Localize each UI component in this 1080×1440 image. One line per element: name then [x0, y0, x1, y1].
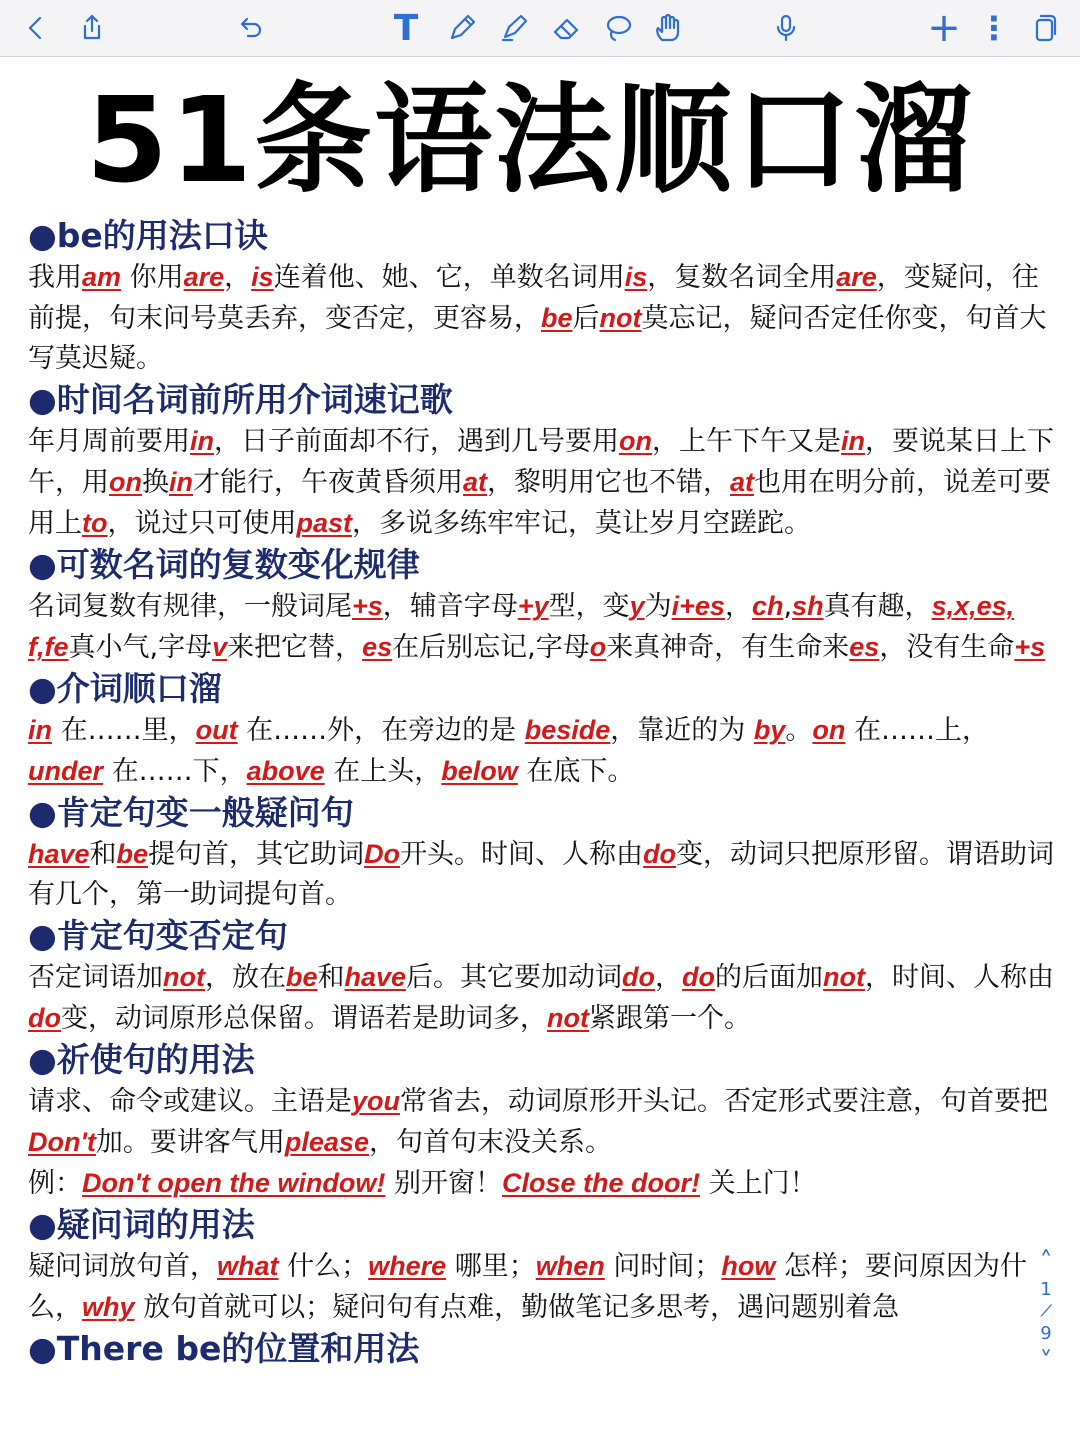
section — [28, 915, 1058, 1039]
body-text: 才能行，午夜黄昏须用 — [193, 467, 463, 498]
bullet-icon: ● — [28, 1040, 57, 1079]
body-text: 。 — [785, 715, 813, 746]
bullet-icon: ● — [28, 1205, 57, 1244]
keyword: es — [849, 632, 880, 662]
document-title: 51条语法顺口溜 — [85, 71, 975, 209]
body-text: 和 — [317, 962, 345, 993]
section-heading — [28, 1328, 1058, 1370]
microphone-icon[interactable] — [764, 6, 808, 50]
keyword: ch — [751, 591, 784, 621]
section-heading — [28, 379, 1058, 421]
text-tool-icon[interactable]: T — [393, 7, 419, 49]
body-text: 后。其它要加动词 — [406, 962, 623, 993]
bullet-icon: ● — [28, 793, 57, 832]
keyword: is — [251, 262, 274, 292]
keyword: at — [730, 467, 755, 497]
body-text: 在底下。 — [517, 756, 635, 787]
keyword: do — [643, 839, 677, 869]
section-example — [28, 1163, 1058, 1204]
hand-tool-icon[interactable] — [646, 6, 690, 50]
keyword: in — [169, 467, 193, 497]
keyword: in — [28, 715, 52, 745]
keyword: y — [629, 591, 645, 621]
body-text: 提句首，其它助词 — [148, 839, 365, 870]
body-text: ，放在 — [204, 962, 286, 993]
section-heading-text: 介词顺口溜 — [56, 669, 222, 708]
body-text: ，日子前面却不行，遇到几号要用 — [214, 426, 619, 457]
keyword: are — [836, 262, 877, 292]
keyword: please — [284, 1127, 369, 1157]
back-chevron-icon[interactable] — [14, 6, 58, 50]
keyword: on — [619, 426, 652, 456]
keyword: have — [28, 839, 90, 869]
section-heading-text: There be的位置和用法 — [56, 1329, 420, 1368]
section — [28, 544, 1058, 668]
add-icon[interactable]: + — [927, 5, 961, 51]
keyword: at — [463, 467, 488, 497]
body-text: 来把它替， — [227, 632, 363, 663]
section — [28, 792, 1058, 915]
keyword: o — [589, 632, 607, 662]
body-text: 放句首就可以；疑问句有点难，勤做笔记多思考，遇问题别着急 — [134, 1292, 900, 1323]
section-heading-text: 祈使句的用法 — [56, 1040, 255, 1079]
keyword: do — [622, 962, 656, 992]
body-text: ，复数名词全用 — [647, 262, 837, 293]
section — [28, 379, 1058, 544]
body-text: 名词复数有规律，一般词尾 — [28, 591, 352, 622]
body-text: ， — [224, 262, 252, 293]
body-text: 来真神奇，有生命来 — [606, 632, 850, 663]
chevron-up-icon[interactable]: ˄ — [1039, 1247, 1053, 1277]
body-text: ， — [724, 591, 752, 622]
body-text: 常省去，动词原形开头记。否定形式要注意，句首要把 — [400, 1086, 1049, 1117]
body-text: 后 — [572, 303, 600, 334]
keyword: you — [352, 1086, 401, 1116]
keyword: below — [441, 756, 518, 786]
section-heading-text: 肯定句变一般疑问句 — [56, 793, 354, 832]
keyword: be — [285, 962, 318, 992]
keyword: Close the door! — [501, 1168, 700, 1198]
body-text: 型，变 — [548, 591, 630, 622]
app-toolbar — [0, 0, 1080, 57]
body-text: 开头。时间、人称由 — [400, 839, 644, 870]
keyword: es — [362, 632, 393, 662]
body-text: 别开窗！ — [385, 1168, 502, 1199]
body-text: 在……上， — [845, 715, 989, 746]
body-text: 什么； — [278, 1251, 369, 1282]
keyword: by — [753, 715, 786, 745]
body-text: 的后面加 — [715, 962, 824, 993]
keyword: beside — [524, 715, 611, 745]
body-text: ，要说某日上下午，用 — [28, 426, 1054, 498]
section-heading-text: 可数名词的复数变化规律 — [56, 545, 420, 584]
bullet-icon: ● — [28, 669, 57, 708]
keyword: in — [841, 426, 865, 456]
body-text: , — [783, 591, 793, 622]
section-heading-text: 疑问词的用法 — [56, 1205, 255, 1244]
keyword: be — [541, 303, 573, 333]
section-body — [28, 710, 1058, 792]
keyword: is — [624, 262, 648, 292]
section-body — [28, 1246, 1058, 1328]
body-text: 你用 — [121, 262, 184, 293]
eraser-tool-icon[interactable] — [544, 6, 588, 50]
body-text: 加。要讲客气用 — [95, 1127, 285, 1158]
section-heading-text: be的用法口诀 — [56, 216, 268, 255]
bullet-icon: ● — [28, 1329, 57, 1368]
body-text: 连着他、她、它，单数名词用 — [273, 262, 625, 293]
keyword: not — [823, 962, 866, 992]
pages-icon[interactable] — [1022, 6, 1066, 50]
body-text: 在……下， — [103, 756, 247, 787]
keyword: out — [195, 715, 238, 745]
body-text: 为 — [644, 591, 672, 622]
body-text: 在……外，在旁边的是 — [237, 715, 525, 746]
body-text: 和 — [89, 839, 117, 870]
bullet-icon: ● — [28, 545, 57, 584]
body-text: ，黎明用它也不错， — [487, 467, 731, 498]
body-text: 我用 — [28, 262, 82, 293]
body-text: 请求、命令或建议。主语是 — [28, 1086, 352, 1117]
lasso-tool-icon[interactable] — [596, 6, 640, 50]
body-text: 例： — [28, 1168, 82, 1199]
body-text: 怎样；要问原因为什么， — [28, 1251, 1027, 1323]
keyword: i+es — [671, 591, 725, 621]
section-body — [28, 957, 1058, 1039]
body-text: 也用在明分前，说差可要用上 — [28, 467, 1052, 539]
section — [28, 1204, 1058, 1328]
body-text: 关上门！ — [699, 1168, 817, 1199]
keyword: what — [217, 1251, 279, 1281]
section-heading — [28, 1039, 1058, 1081]
keyword: not — [163, 962, 205, 992]
body-text: ，靠近的为 — [610, 715, 754, 746]
body-text: 莫忘记，疑问否定任你变，句首大写莫迟疑。 — [28, 303, 1047, 374]
body-text: 在后别忘记,字母 — [392, 632, 590, 663]
undo-icon[interactable] — [228, 6, 272, 50]
keyword: on — [812, 715, 846, 745]
keyword: v — [212, 632, 228, 662]
body-text: ，说过只可使用 — [107, 508, 297, 539]
keyword: above — [246, 756, 325, 786]
body-text: ，变疑问，往前提，句末问号莫丢弃，变否定，更容易， — [28, 262, 1039, 334]
section-heading — [28, 915, 1058, 957]
body-text: ，时间、人称由 — [865, 962, 1055, 993]
keyword: on — [109, 467, 142, 497]
section-heading — [28, 215, 1058, 257]
section-body — [28, 421, 1058, 544]
section-heading-text: 时间名词前所用介词速记歌 — [56, 380, 453, 419]
keyword: do — [682, 962, 716, 992]
more-icon[interactable]: ⋮ — [978, 9, 1010, 47]
keyword: +y — [517, 591, 549, 621]
body-text: ， — [655, 962, 683, 993]
keyword: are — [183, 262, 225, 292]
section-body — [28, 257, 1058, 379]
body-text: 否定词语加 — [28, 962, 163, 993]
keyword: why — [82, 1292, 135, 1322]
body-text: 哪里； — [446, 1251, 536, 1282]
keyword: under — [28, 756, 104, 786]
body-text: ，多说多练牢牢记，莫让岁月空蹉跎。 — [352, 508, 812, 539]
body-text: 问时间； — [604, 1251, 722, 1282]
keyword: Don't open the window! — [82, 1168, 386, 1198]
keyword: +s — [1014, 632, 1046, 662]
pen-tool-icon[interactable] — [440, 6, 484, 50]
section-heading — [28, 792, 1058, 834]
section-heading — [28, 668, 1058, 710]
keyword: have — [344, 962, 407, 992]
keyword: when — [535, 1251, 605, 1281]
keyword: do — [28, 1003, 61, 1033]
keyword: in — [190, 426, 214, 456]
bullet-icon: ● — [28, 916, 57, 955]
keyword: Don't — [28, 1127, 96, 1157]
bullet-icon: ● — [28, 380, 57, 419]
section-body — [28, 834, 1058, 915]
page-separator: ⁄ — [1042, 1300, 1050, 1323]
body-text: 疑问词放句首， — [28, 1251, 217, 1282]
keyword: not — [599, 303, 642, 333]
keyword: how — [721, 1251, 776, 1281]
document-content — [28, 215, 1058, 1370]
page-navigator — [1026, 1245, 1066, 1405]
body-text: ，上午下午又是 — [652, 426, 841, 457]
body-text: 在上头， — [324, 756, 442, 787]
document-page[interactable] — [0, 57, 1080, 1440]
section-body — [28, 1081, 1058, 1163]
keyword: be — [116, 839, 149, 869]
body-text: ，辅音字母 — [382, 591, 518, 622]
section-heading-text: 肯定句变否定句 — [56, 916, 288, 955]
body-text: 真有趣， — [823, 591, 932, 622]
body-text: 变，动词只把原形留。谓语助词有几个，第一助词提句首。 — [28, 839, 1055, 910]
keyword: Do — [364, 839, 401, 869]
section-heading — [28, 1204, 1058, 1246]
body-text: 年月周前要用 — [28, 426, 190, 457]
keyword: sh — [792, 591, 824, 621]
keyword: am — [82, 262, 122, 292]
section — [28, 215, 1058, 379]
section — [28, 1039, 1058, 1204]
keyword: +s — [352, 591, 383, 621]
body-text: 变，动词原形总保留。谓语若是助词多， — [61, 1003, 547, 1034]
share-icon[interactable] — [70, 6, 114, 50]
keyword: where — [368, 1251, 447, 1281]
section — [28, 668, 1058, 792]
keyword: s,x,es, f,fe — [28, 591, 1015, 662]
body-text: 换 — [142, 467, 169, 498]
keyword: past — [296, 508, 353, 538]
keyword: not — [547, 1003, 589, 1033]
section-body — [28, 586, 1058, 668]
highlighter-tool-icon[interactable] — [492, 6, 536, 50]
body-text: 紧跟第一个。 — [588, 1003, 751, 1034]
body-text: ，没有生命 — [879, 632, 1015, 663]
body-text: 在……里， — [52, 715, 196, 746]
body-text: 真小气,字母 — [68, 632, 213, 663]
keyword: to — [82, 508, 108, 538]
page-current: 1 — [1040, 1279, 1052, 1300]
bullet-icon: ● — [28, 216, 57, 255]
section-heading — [28, 544, 1058, 586]
section — [28, 1328, 1058, 1370]
body-text: ，句首句末没关系。 — [368, 1127, 612, 1158]
page-total: 9 — [1040, 1323, 1052, 1344]
chevron-down-icon[interactable]: ˅ — [1039, 1347, 1053, 1377]
